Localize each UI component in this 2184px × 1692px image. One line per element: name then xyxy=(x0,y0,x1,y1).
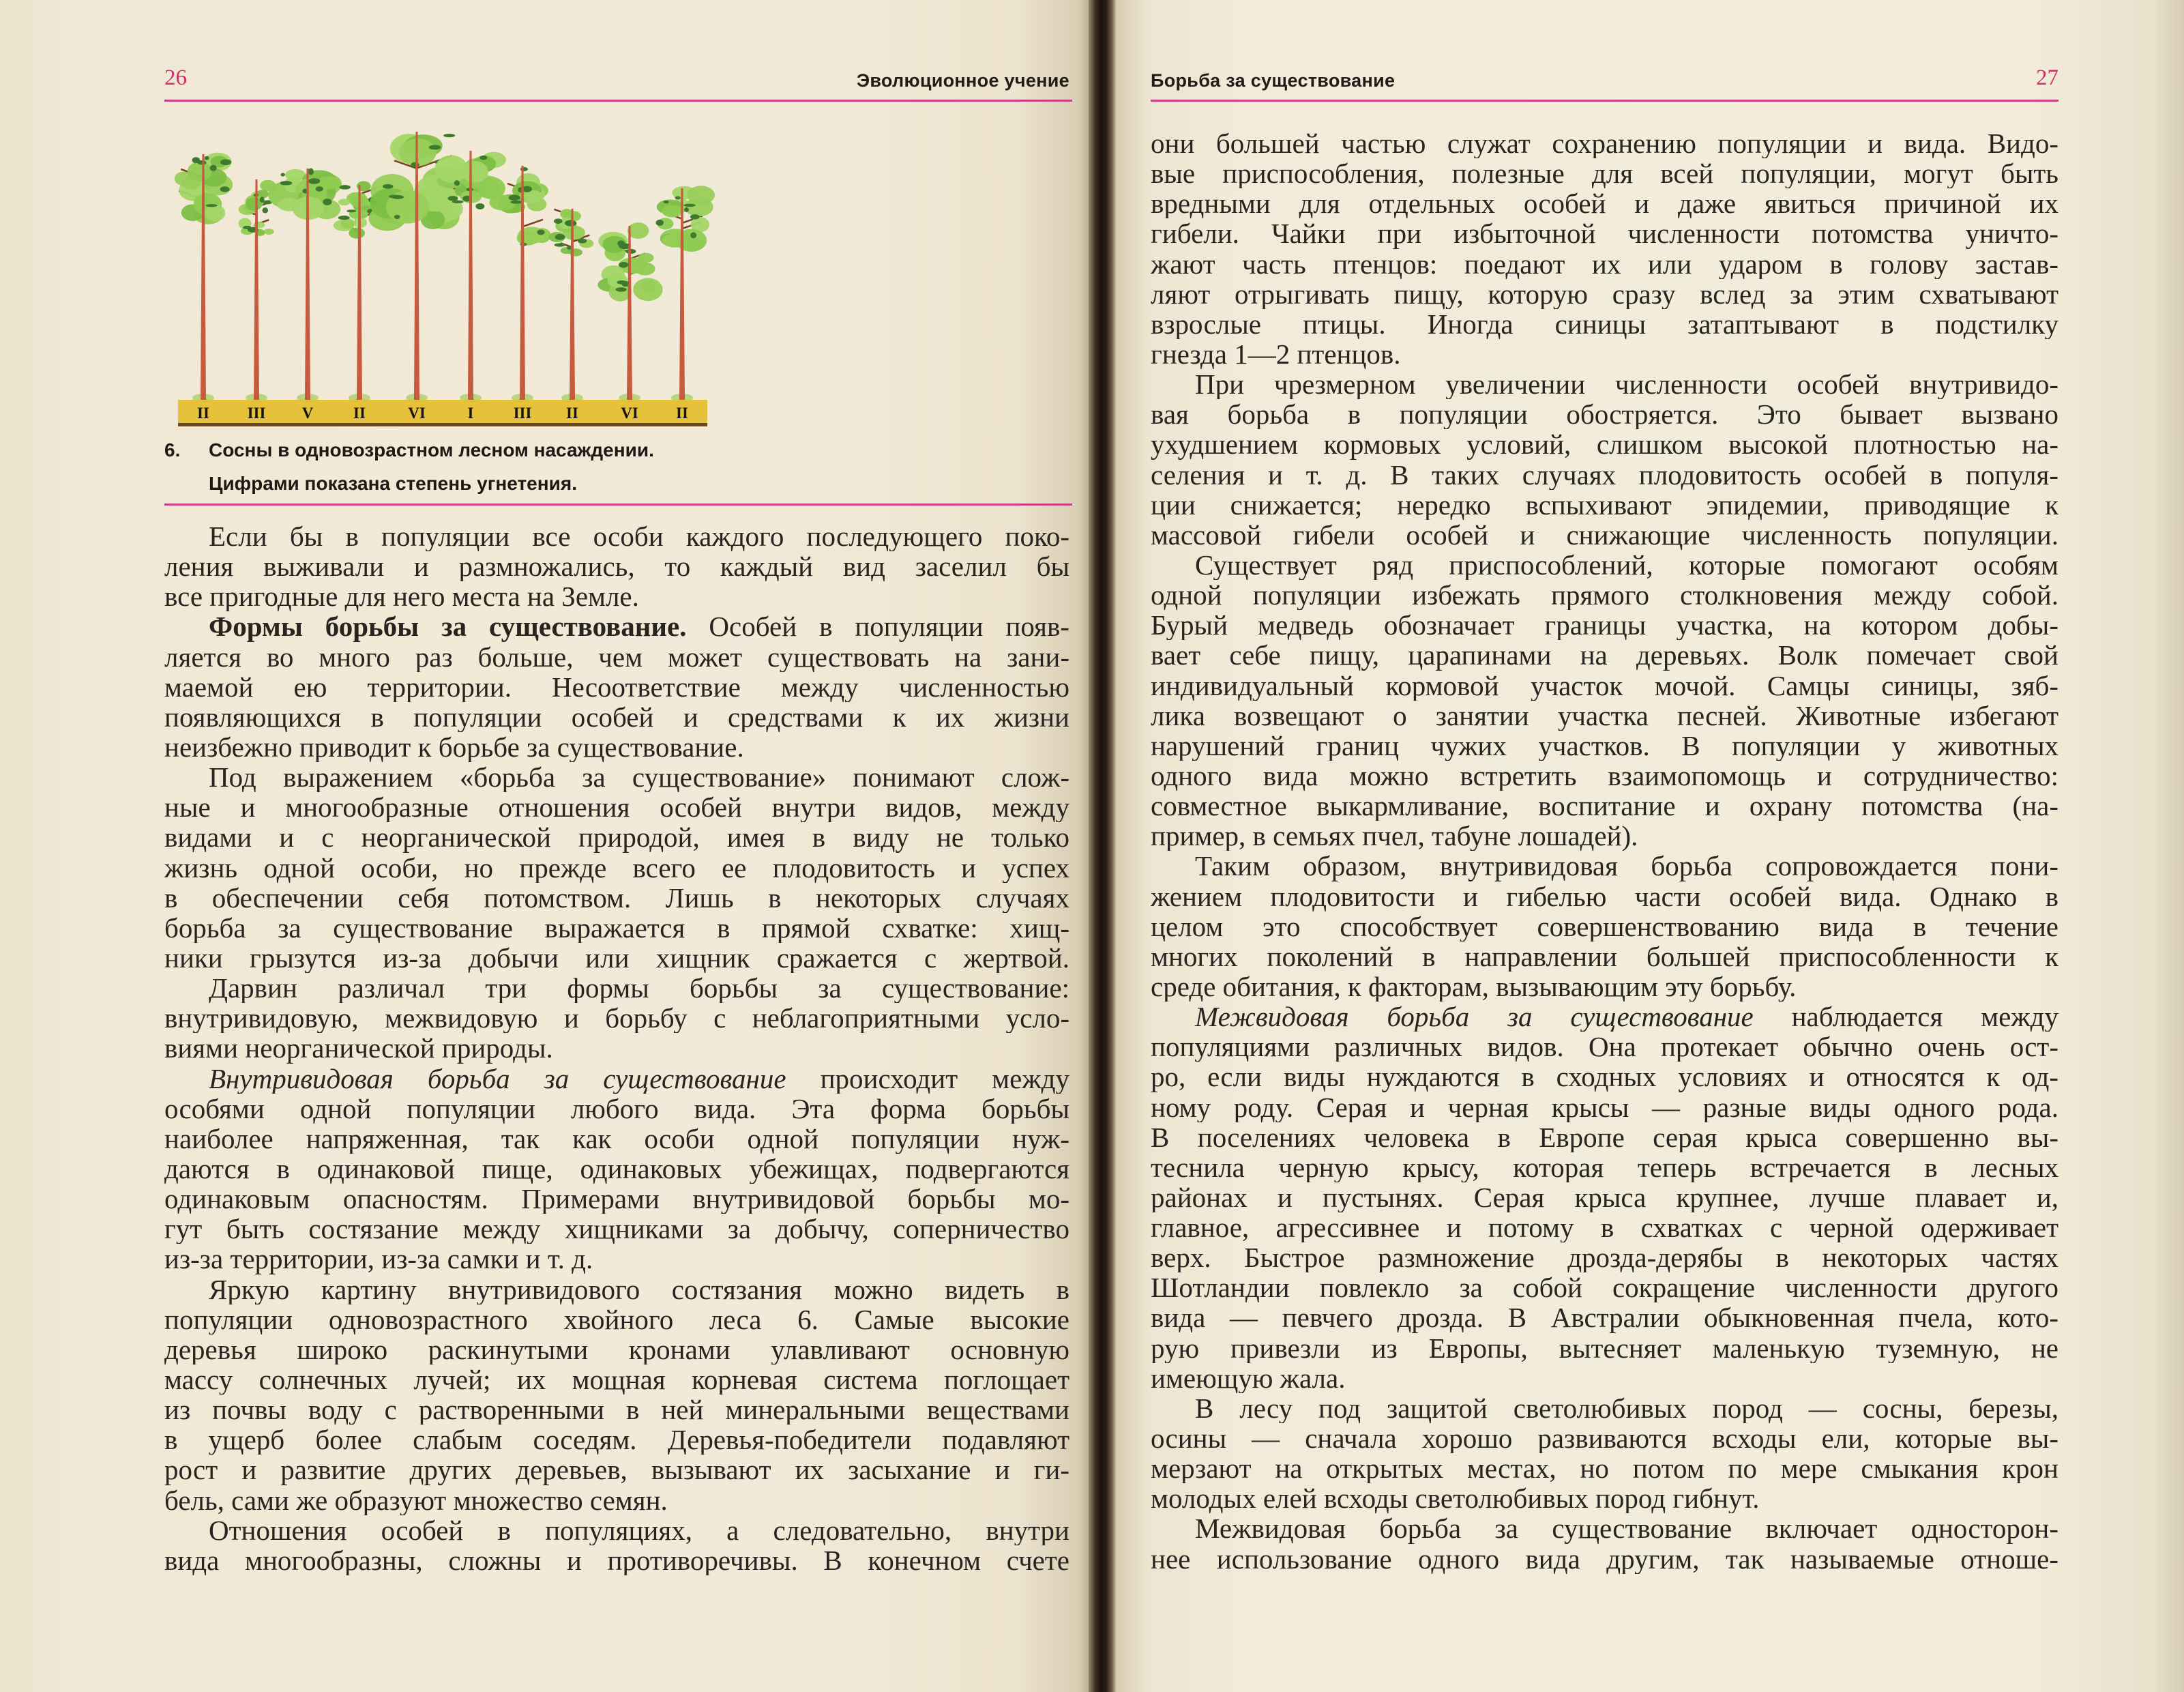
foliage-shadow xyxy=(411,162,419,168)
text-line: все пригодные для него места на Земле. xyxy=(164,581,639,612)
body-text xyxy=(164,521,1069,1575)
foliage-clump xyxy=(688,186,715,205)
foliage-clump xyxy=(662,205,683,217)
paragraph xyxy=(1151,128,2058,369)
foliage-shadow xyxy=(656,220,664,226)
foliage-shadow xyxy=(346,209,356,212)
text-line: видами и с неорганической природой, имея в виду не только xyxy=(164,822,1069,853)
foliage-clump xyxy=(338,199,351,205)
header-rule xyxy=(164,100,1072,102)
text-line xyxy=(164,611,1069,641)
suppression-degree-label: VI xyxy=(408,405,426,422)
text-line: ления выживали и размножались, то каждый вид заселил бы xyxy=(164,551,1069,582)
text-line: вая борьба в популяции обостряется. Это бывает вызвано xyxy=(1151,399,2058,430)
text-line: гибели. Чайки при избыточной численности потомства уничто- xyxy=(1151,218,2058,249)
foliage-shadow xyxy=(522,186,532,192)
foliage-shadow xyxy=(316,186,323,192)
foliage-shadow xyxy=(690,232,696,238)
text-line: Существует ряд приспособлений, которые помогают особям xyxy=(1195,549,2058,581)
text-line: они большей частью служат сохранению популяции и вида. Видо- xyxy=(1151,128,2058,159)
text-run: происходит между xyxy=(786,1063,1069,1094)
text-line: лика возвещают о занятии участка песней. Животные избегают xyxy=(1151,700,2058,731)
text-line: Бурый медведь обозначает границы участка, на котором добы- xyxy=(1151,610,2058,641)
text-line: ному роду. Серая и черная крысы — разные виды одного рода. xyxy=(1151,1092,2058,1122)
text-line: гут быть состязание между хищниками за добычу, соперничество xyxy=(164,1214,1069,1244)
foliage-shadow xyxy=(619,262,628,268)
foliage-clump xyxy=(676,229,707,252)
text-line: Под выражением «борьба за существование» понимают слож- xyxy=(209,762,1069,793)
text-line: жением плодовитости и гибелью части особей вида. Однако в xyxy=(1151,881,2058,911)
paragraph xyxy=(164,521,1069,611)
paragraph xyxy=(1151,369,2058,550)
book-spine xyxy=(1089,0,1116,1692)
foliage-clump xyxy=(205,205,226,222)
left-page xyxy=(0,0,1090,1692)
italic-text-run: Межвидовая борьба за существование xyxy=(1195,1002,1754,1032)
suppression-degree-label: III xyxy=(247,405,266,422)
text-line: маемой ею территории. Несоответствие между численностью xyxy=(164,671,1069,702)
text-line: массовой гибели особей и снижающие численность популяции. xyxy=(1151,519,2058,550)
foliage-clump xyxy=(349,228,365,239)
pine-tree xyxy=(268,169,342,402)
paragraph xyxy=(1151,550,2058,851)
foliage-shadow xyxy=(260,196,265,203)
text-line: главное, агрессивнее и потому в схватках с черной одерживает xyxy=(1151,1212,2058,1243)
text-line: даются в одинаковой пище, одинаковых убежищах, подвергаются xyxy=(164,1153,1069,1184)
text-line: особями одной популяции любого вида. Эта форма борьбы xyxy=(164,1093,1069,1124)
text-line: молодых елей всходы светолюбивых пород гибнут. xyxy=(1151,1483,1760,1514)
foliage-shadow xyxy=(475,203,484,209)
pine-tree xyxy=(597,222,662,402)
text-line: ляется во много раз больше, чем может существовать на зани- xyxy=(164,641,1069,672)
page-number: 27 xyxy=(2036,65,2058,90)
foliage-shadow xyxy=(308,178,320,184)
suppression-degree-label: II xyxy=(676,405,688,422)
foliage-clump xyxy=(188,162,211,181)
body-text xyxy=(1151,128,2058,1574)
tree-trunk xyxy=(679,188,685,400)
foliage-shadow xyxy=(262,207,268,213)
text-line: рост и развитие других деревьев, вызывают их засыхание и ги- xyxy=(164,1455,1069,1485)
suppression-degree-label: III xyxy=(513,405,532,422)
foliage-clump xyxy=(340,218,355,229)
text-line: из-за территории, из-за самки и т. д. xyxy=(164,1244,593,1274)
foliage-shadow xyxy=(684,207,689,212)
text-line: Дарвин различал три формы борьбы за существование: xyxy=(209,973,1069,1004)
foliage-shadow xyxy=(443,134,455,137)
foliage-shadow xyxy=(198,160,207,165)
text-line: ники грызутся из-за добычи или хищник сражается с жертвой. xyxy=(164,942,1069,974)
text-line: Таким образом, внутривидовая борьба сопровождается пони- xyxy=(1195,851,2058,881)
foliage-clump xyxy=(246,197,263,210)
text-line: жизнь одной особи, но прежде всего ее плодовитость и успех xyxy=(164,852,1069,883)
text-line: ухудшением кормовых условий, слишком высокой плотностью на- xyxy=(1151,429,2058,460)
tree-crown xyxy=(268,169,342,220)
text-line: популяции одновозрастного хвойного леса 6. Самые высокие xyxy=(164,1304,1069,1334)
pine-tree xyxy=(239,179,276,402)
text-line: популяциями различных видов. Она протекает обычно очень ост- xyxy=(1151,1032,2058,1062)
text-line: появляющихся в популяции особей и средствами к их жизни xyxy=(164,701,1069,732)
foliage-shadow xyxy=(663,201,668,203)
pine-tree xyxy=(548,209,593,402)
foliage-shadow xyxy=(209,165,216,171)
foliage-shadow xyxy=(392,195,404,199)
foliage-shadow xyxy=(675,196,681,200)
foliage-shadow xyxy=(690,214,700,219)
text-line: В лесу под защитой светолюбивых пород — сосны, березы, xyxy=(1195,1392,2058,1424)
bold-text-run: Формы борьбы за существование. xyxy=(209,611,687,642)
text-line: одной популяции избежать прямого столкновения между собой. xyxy=(1151,580,2058,611)
foliage-shadow xyxy=(578,239,587,244)
text-line: осины — сначала хорошо развиваются всходы ели, которые вы- xyxy=(1151,1423,2058,1454)
text-line: вида многообразны, сложны и противоречивы. В конечном счете xyxy=(164,1545,1069,1575)
text-line: массу солнечных лучей; их мощная корневая система поглощает xyxy=(164,1364,1069,1395)
foliage-shadow xyxy=(683,204,695,207)
foliage-shadow xyxy=(454,180,460,186)
tree-trunk xyxy=(414,132,419,400)
foliage-shadow xyxy=(537,229,544,235)
foliage-shadow xyxy=(555,243,565,246)
pine-tree xyxy=(656,186,715,402)
tree-crown xyxy=(656,186,715,252)
paragraph xyxy=(164,762,1069,973)
header-rule xyxy=(1151,100,2058,102)
text-line: Если бы в популяции все особи каждого последующего поко- xyxy=(209,521,1069,552)
suppression-degree-label: V xyxy=(301,405,314,422)
paragraph xyxy=(1151,1393,2058,1514)
text-line: нее использование одного вида другим, так называемые отноше- xyxy=(1151,1543,2058,1574)
foliage-clump xyxy=(462,161,488,182)
suppression-degree-label: II xyxy=(353,405,366,422)
suppression-degree-label: I xyxy=(467,405,474,422)
text-line: вредными для отдельных особей и даже явиться причиной их xyxy=(1151,188,2058,219)
text-line: взрослые птицы. Иногда синицы затаптывают в подстилку xyxy=(1151,308,2058,339)
text-line: неизбежно приводит к борьбе за существование. xyxy=(164,731,744,763)
text-line: деревья широко раскинутыми кронами улавливают основную xyxy=(164,1334,1069,1365)
text-line: верх. Быстрое размножение дрозда-дерябы в некоторых частях xyxy=(1151,1242,2058,1273)
tree-trunk xyxy=(254,179,259,400)
foliage-shadow xyxy=(220,186,230,192)
running-head: Борьба за существование xyxy=(1151,70,1396,91)
text-line: индивидуальный кормовой участок мочой. Самцы синицы, зяб- xyxy=(1151,670,2058,701)
suppression-degree-label: VI xyxy=(621,405,638,422)
text-line: в ущерб более слабым соседям. Деревья-победители подавляют xyxy=(164,1425,1069,1455)
text-line: При чрезмерном увеличении численности особей внутривидо- xyxy=(1195,369,2058,400)
foliage-shadow xyxy=(394,215,400,219)
text-line: нарушений границ чужих участков. В популяции у животных xyxy=(1151,730,2058,761)
foliage-shadow xyxy=(452,201,464,203)
text-line: районах и пустынях. Серая крыса крупнее, лучше плавает и, xyxy=(1151,1182,2058,1213)
foliage-shadow xyxy=(383,184,393,189)
text-line: целом это способствует совершенствованию вида в течение xyxy=(1151,911,2058,942)
text-line: виями неорганической природы. xyxy=(164,1033,553,1064)
foliage-shadow xyxy=(447,196,458,201)
text-line: наиболее напряженная, так как особи одной популяции нуж- xyxy=(164,1123,1069,1154)
text-line: гнезда 1—2 птенцов. xyxy=(1151,338,1401,370)
text-line: ро, если виды нуждаются в сходных условиях и относятся к од- xyxy=(1151,1062,2058,1092)
foliage-shadow xyxy=(220,159,231,165)
text-line: ции снижается; нередко вспыхивают эпидемии, приводящие к xyxy=(1151,489,2058,520)
figure-caption-line: Сосны в одновозрастном лесном насаждении. xyxy=(209,439,654,461)
text-line: бель, сами же образуют множество семян. xyxy=(164,1485,668,1515)
foliage-clump xyxy=(634,262,655,275)
foliage-shadow xyxy=(205,156,209,160)
text-line: в обеспечении себя потомством. Лишь в некоторых случаях xyxy=(164,882,1069,913)
running-head: Эволюционное учение xyxy=(856,70,1069,91)
paragraph xyxy=(164,611,1069,762)
text-line: жают часть птенцов: поедают их или ударом в голову застав- xyxy=(1151,248,2058,279)
text-line: ляют отрыгивать пищу, которую сразу вслед за этим схватывают xyxy=(1151,278,2058,309)
pine-tree xyxy=(175,153,233,402)
text-line: Отношения особей в популяциях, а следовательно, внутри xyxy=(209,1515,1069,1545)
foliage-clump xyxy=(638,253,654,263)
text-line: вида — певчего дрозда. В Австралии обыкновенная пчела, кото- xyxy=(1151,1302,2058,1333)
foliage-shadow xyxy=(554,218,563,224)
text-line xyxy=(1151,1002,2058,1032)
text-line: Межвидовая борьба за существование включает односторон- xyxy=(1195,1513,2058,1544)
foliage-shadow xyxy=(280,181,293,185)
text-line: из почвы воду с растворенными в ней минеральными веществами xyxy=(164,1395,1069,1425)
text-line: совместное выкармливание, воспитание и охрану потомства (на- xyxy=(1151,791,2058,821)
caption-rule xyxy=(164,504,1072,506)
text-line: среде обитания, к факторам, вызывающим эту борьбу. xyxy=(1151,971,1797,1002)
foliage-shadow xyxy=(280,173,284,176)
text-line: вые приспособления, полезные для всей популяции, могут быть xyxy=(1151,158,2058,189)
text-line: теснила черную крысу, которая теперь встречается в лесных xyxy=(1151,1152,2058,1182)
foliage-shadow xyxy=(479,156,487,160)
text-line: В поселениях человека в Европе серая крыса совершенно вы- xyxy=(1151,1122,2058,1152)
suppression-degree-label: II xyxy=(197,405,209,422)
figure-caption-number: 6. xyxy=(164,439,181,461)
foliage-shadow xyxy=(308,169,314,175)
figure-caption-line: Цифрами показана степень угнетения. xyxy=(209,473,577,494)
text-line: внутривидовую, межвидовую и борьбу с неблагоприятными усло- xyxy=(164,1003,1069,1034)
text-line: селения и т. д. В таких случаях плодовитость особей в популя- xyxy=(1151,459,2058,490)
foliage-clump xyxy=(264,229,274,235)
pine-tree xyxy=(489,166,550,402)
ground-bar-edge xyxy=(178,423,707,426)
right-page xyxy=(1116,0,2184,1692)
tree-branch xyxy=(522,220,543,227)
suppression-degree-label: II xyxy=(566,405,578,422)
text-run: Особей в популяции появ- xyxy=(686,611,1069,642)
paragraph xyxy=(1151,1002,2058,1393)
italic-text-run: Внутривидовая борьба за существование xyxy=(209,1063,786,1094)
text-line: мерзают на открытых местах, но потом по мере смыкания крон xyxy=(1151,1453,2058,1484)
paragraph xyxy=(164,1274,1069,1515)
text-line: Шотландии повлекло за собой сокращение численности другого xyxy=(1151,1272,2058,1303)
text-line: одинаковым опасностям. Примерами внутривидовой борьбы мо- xyxy=(164,1184,1069,1214)
text-line: пример, в семьях пчел, табуне лошадей). xyxy=(1151,821,1638,851)
text-run: наблюдается между xyxy=(1753,1002,2058,1032)
paragraph xyxy=(1151,851,2058,1002)
foliage-shadow xyxy=(555,234,565,240)
foliage-shadow xyxy=(616,287,627,292)
foliage-shadow xyxy=(510,201,522,204)
text-line: рую привезли из Европы, вытесняет маленькую туземную, не xyxy=(1151,1332,2058,1363)
foliage-shadow xyxy=(565,220,576,227)
foliage-clump xyxy=(633,278,663,301)
paragraph xyxy=(164,1515,1069,1575)
text-line: многих поколений в направлении большей приспособленности к xyxy=(1151,941,2058,972)
foliage-shadow xyxy=(340,185,351,190)
text-line: ные и многообразные отношения особей внутри видов, между xyxy=(164,792,1069,823)
text-line: борьба за существование выражается в прямой схватке: хищ- xyxy=(164,912,1069,943)
text-line: имеющую жала. xyxy=(1151,1362,1346,1393)
figure xyxy=(171,113,716,433)
foliage-shadow xyxy=(508,195,520,201)
page-number: 26 xyxy=(164,65,187,90)
paragraph xyxy=(164,1064,1069,1274)
paragraph xyxy=(164,973,1069,1063)
foliage-shadow xyxy=(429,145,441,149)
paragraph xyxy=(1151,1513,2058,1573)
foliage-shadow xyxy=(338,216,350,220)
foliage-shadow xyxy=(206,204,218,207)
text-line: Яркую картину внутривидового состязания можно видеть в xyxy=(209,1274,1069,1304)
text-line xyxy=(164,1064,1069,1094)
text-line: одного вида можно встретить взаимопомощь и сотрудничество: xyxy=(1151,760,2058,791)
text-line: вает себе пищу, царапинами на деревьях. Волк помечает свой xyxy=(1151,640,2058,671)
foliage-shadow xyxy=(323,199,331,205)
figure-pine-trees-illustration xyxy=(171,113,716,433)
